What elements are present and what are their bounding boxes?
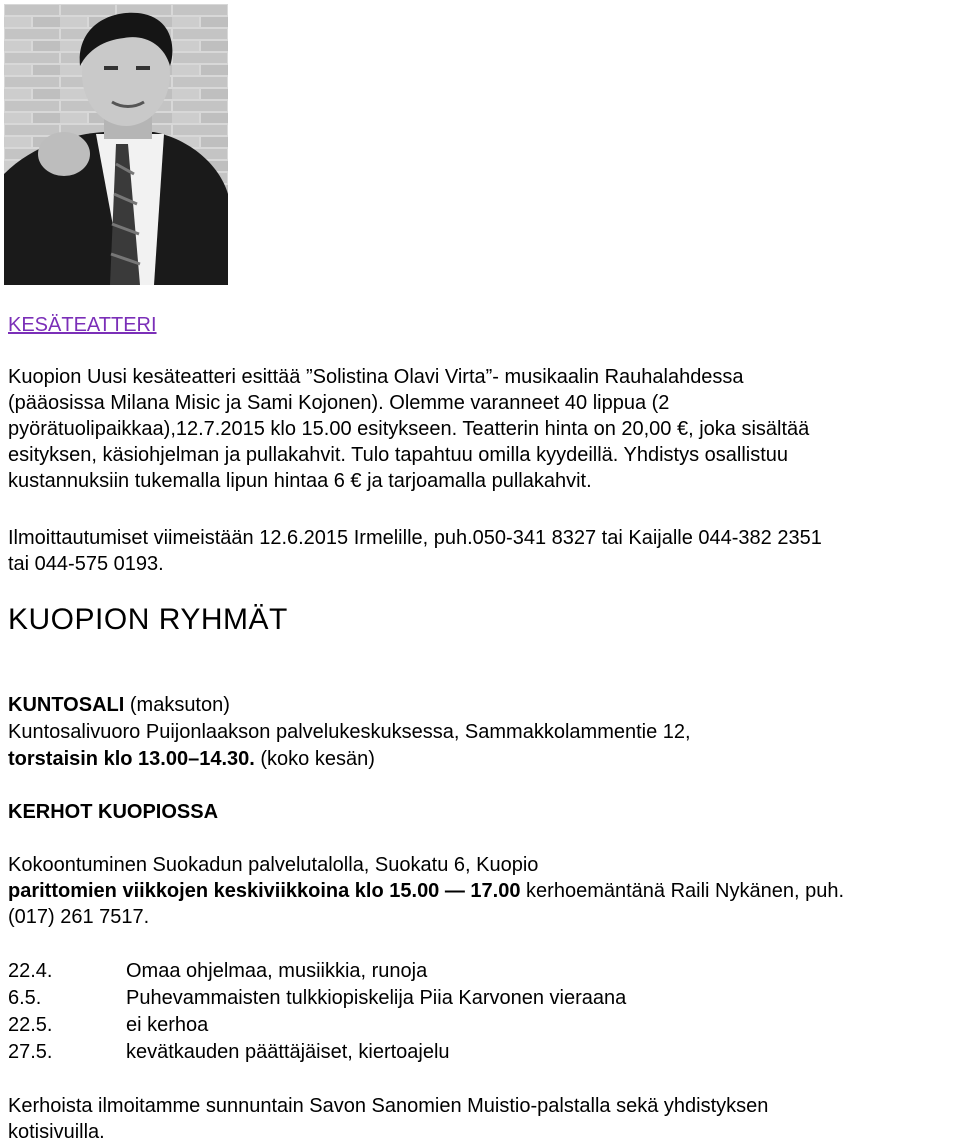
- clubs-host: kerhoemäntänä Raili Nykänen, puh.: [520, 880, 845, 902]
- schedule-date: 22.5.: [8, 1014, 53, 1036]
- schedule-row: [8, 1012, 208, 1038]
- schedule-date: 6.5.: [8, 987, 42, 1009]
- schedule-row: [8, 985, 626, 1011]
- clubs-phone-line: (017) 261 7517.: [8, 906, 150, 928]
- gym-time-line: [8, 746, 375, 772]
- clubs-time-line: [8, 878, 844, 904]
- footer-line: Kerhoista ilmoitamme sunnuntain Savon Sanomien Muistio-palstalla sekä yhdistyksen: [8, 1095, 769, 1117]
- theatre-paragraph-line: (pääosissa Milana Misic ja Sami Kojonen). Olemme varanneet 40 lippua (2: [8, 392, 670, 414]
- gym-location-line: Kuntosalivuoro Puijonlaakson palvelukeskuksessa, Sammakkolammentie 12,: [8, 721, 691, 743]
- schedule-text: kevätkauden päättäjäiset, kiertoajelu: [126, 1041, 450, 1063]
- portrait-photo-icon: [4, 4, 228, 285]
- portrait-photo: [4, 4, 228, 285]
- registration-line: Ilmoittautumiset viimeistään 12.6.2015 Irmelille, puh.050-341 8327 tai Kaijalle 044-382 2351: [8, 527, 822, 549]
- clubs-time: parittomien viikkojen keskiviikkoina klo 15.00 — 17.00: [8, 880, 521, 902]
- theatre-paragraph-line: Kuopion Uusi kesäteatteri esittää ”Solistina Olavi Virta”- musikaalin Rauhalahdessa: [8, 366, 744, 388]
- gym-time: torstaisin klo 13.00–14.30.: [8, 748, 255, 770]
- registration-line: tai 044-575 0193.: [8, 553, 164, 575]
- footer-line: kotisivuilla.: [8, 1121, 105, 1143]
- schedule-date: 22.4.: [8, 960, 53, 982]
- schedule-text: ei kerhoa: [126, 1014, 209, 1036]
- theatre-paragraph-line: esityksen, käsiohjelman ja pullakahvit. Tulo tapahtuu omilla kyydeillä. Yhdistys osallistuu: [8, 444, 789, 466]
- schedule-text: Omaa ohjelmaa, musiikkia, runoja: [126, 960, 428, 982]
- summer-theatre-heading-link[interactable]: KESÄTEATTERI: [8, 314, 157, 336]
- gym-time-note: (koko kesän): [254, 748, 375, 770]
- schedule-row: [8, 958, 427, 984]
- theatre-paragraph-line: pyörätuolipaikkaa),12.7.2015 klo 15.00 esitykseen. Teatterin hinta on 20,00 €, joka sisältää: [8, 418, 810, 440]
- theatre-paragraph-line: kustannuksiin tukemalla lipun hintaa 6 € ja tarjoamalla pullakahvit.: [8, 470, 592, 492]
- clubs-title: KERHOT KUOPIOSSA: [8, 801, 219, 823]
- schedule-row: [8, 1039, 450, 1065]
- schedule-date: 27.5.: [8, 1041, 53, 1063]
- gym-title-note: (maksuton): [124, 694, 230, 716]
- clubs-location-line: Kokoontuminen Suokadun palvelutalolla, Suokatu 6, Kuopio: [8, 854, 539, 876]
- gym-title-line: [8, 692, 230, 718]
- schedule-text: Puhevammaisten tulkkiopiskelija Piia Karvonen vieraana: [126, 987, 627, 1009]
- gym-title: KUNTOSALI: [8, 694, 125, 716]
- groups-heading: KUOPION RYHMÄT: [8, 603, 288, 636]
